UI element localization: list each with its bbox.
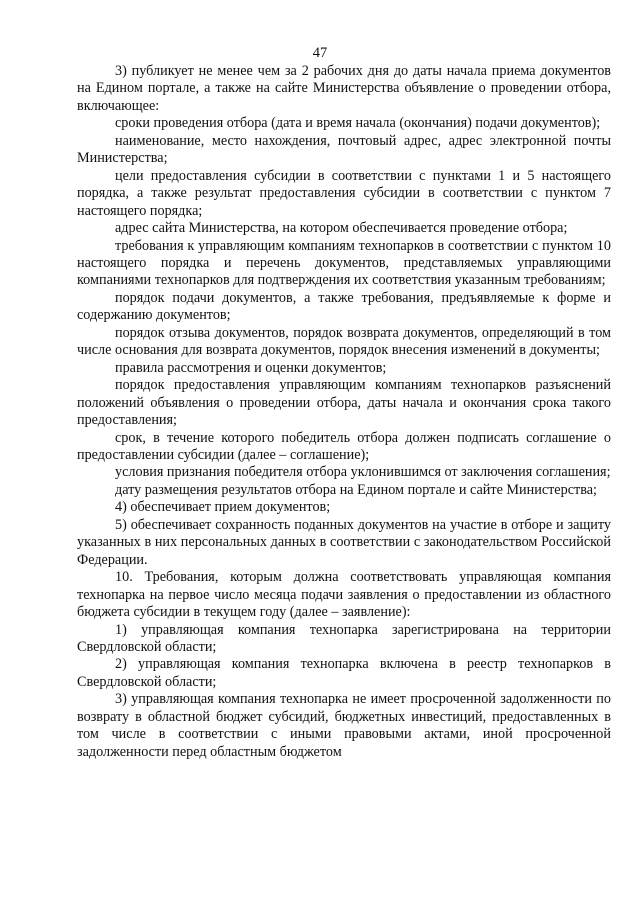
paragraph: 3) публикует не менее чем за 2 рабочих дня до даты начала приема документов на Едином портале, а также на сайте Министерства объявление о проведении отбора, включающее: xyxy=(77,63,611,114)
page-number: 47 xyxy=(312,45,328,61)
paragraph: адрес сайта Министерства, на котором обеспечивается проведение отбора; xyxy=(115,220,568,237)
paragraph: порядок предоставления управляющим компаниям технопарков разъяснений положений объявления о проведении отбора, даты начала и окончания срока такого предоставления; xyxy=(77,377,611,429)
paragraph: условия признания победителя отбора уклонившимся от заключения соглашения; xyxy=(115,464,611,481)
paragraph: сроки проведения отбора (дата и время начала (окончания) подачи документов); xyxy=(115,115,601,132)
paragraph: 4) обеспечивает прием документов; xyxy=(115,499,331,516)
paragraph: порядок подачи документов, а также требования, предъявляемые к форме и содержанию документов; xyxy=(77,289,611,324)
paragraph: порядок отзыва документов, порядок возврата документов, определяющий в том числе основания для возврата документов, порядок внесения изменений в документы; xyxy=(77,324,611,359)
paragraph: требования к управляющим компаниям технопарков в соответствии с пунктом 10 настоящего порядка и перечень документов, представляемых управляющими компаниями технопарков для подтверждения их соответствия указанным требованиям; xyxy=(77,237,611,289)
paragraph: 5) обеспечивает сохранность поданных документов на участие в отборе и защиту указанных в них персональных данных в соответствии с законодательством Российской Федерации. xyxy=(77,516,611,568)
paragraph: дату размещения результатов отбора на Едином портале и сайте Министерства; xyxy=(115,481,597,498)
paragraph: наименование, место нахождения, почтовый адрес, адрес электронной почты Министерства; xyxy=(77,132,611,167)
document-body xyxy=(77,63,611,761)
paragraph: срок, в течение которого победитель отбора должен подписать соглашение о предоставлении субсидии (далее – соглашение); xyxy=(77,429,611,463)
paragraph: 10. Требования, которым должна соответствовать управляющая компания технопарка на первое число месяца подачи заявления о предоставлении из областного бюджета субсидии в текущем году (далее – заявление): xyxy=(77,569,611,621)
paragraph: правила рассмотрения и оценки документов; xyxy=(115,359,387,376)
paragraph: 3) управляющая компания технопарка не имеет просроченной задолженности по возврату в областной бюджет субсидий, бюджетных инвестиций, предоставленных в том числе в соответствии с иными правовыми актами, иной просроченной задолженности перед областным бюджетом xyxy=(77,691,611,760)
paragraph: 2) управляющая компания технопарка включена в реестр технопарков в Свердловской области; xyxy=(77,656,611,690)
paragraph: 1) управляющая компания технопарка зарегистрирована на территории Свердловской области; xyxy=(77,621,611,655)
paragraph: цели предоставления субсидии в соответствии с пунктами 1 и 5 настоящего порядка, а также результат предоставления субсидии в соответствии с пунктом 7 настоящего порядка; xyxy=(77,167,611,219)
